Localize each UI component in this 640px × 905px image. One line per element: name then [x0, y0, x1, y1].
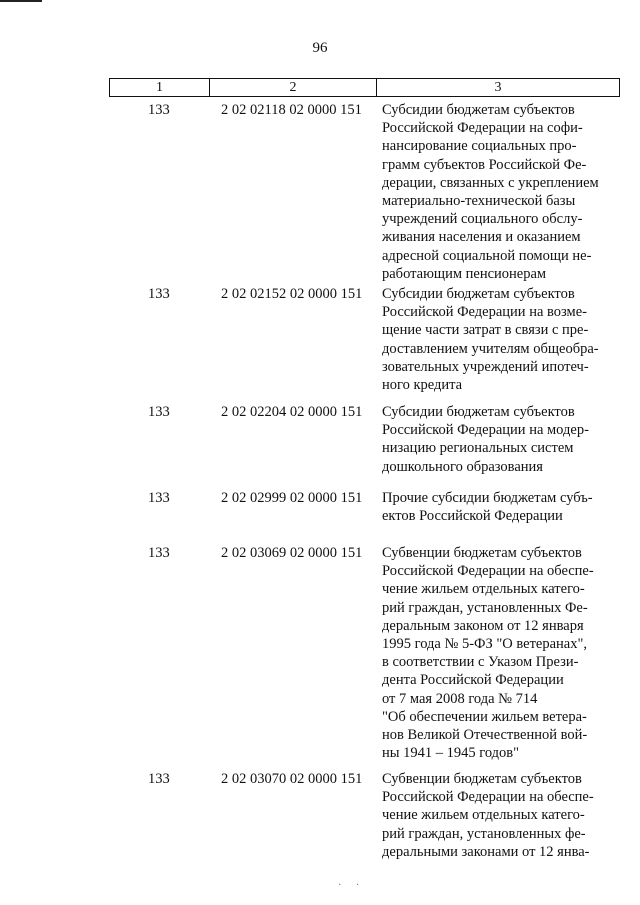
description-line: щение части затрат в связи с пре-: [382, 322, 589, 339]
description-line: ектов Российской Федерации: [382, 508, 563, 525]
description-line: Субсидии бюджетам субъектов: [382, 404, 575, 420]
admin-code: 133: [148, 490, 170, 506]
column-header-2: 2: [210, 79, 377, 96]
description-line: чение жильем отдельных катего-: [382, 807, 585, 824]
description-line: учреждений социального обслу-: [382, 211, 583, 228]
description-line: Российской Федерации на модер-: [382, 422, 589, 439]
description-line: нансирование социальных про-: [382, 138, 577, 155]
description-line: 1995 года № 5-ФЗ "О ветеранах",: [382, 636, 588, 653]
table-header: [109, 78, 620, 97]
description-line: Субсидии бюджетам субъектов: [382, 286, 575, 302]
description-line: Российской Федерации на обеспе-: [382, 789, 594, 806]
page-number: 96: [312, 40, 328, 56]
column-header-1: 1: [110, 79, 210, 96]
budget-code: 2 02 03070 02 0000 151: [221, 771, 363, 787]
description-line: Российской Федерации на обеспе-: [382, 563, 594, 580]
description-line: доставлением учителям общеобра-: [382, 340, 599, 357]
description-line: Прочие субсидии бюджетам субъ-: [382, 490, 593, 506]
description-line: деральными законами от 12 янва-: [382, 843, 590, 860]
description-line: рий граждан, установленных Фе-: [382, 599, 588, 616]
description: [382, 101, 617, 283]
budget-code: 2 02 02152 02 0000 151: [221, 286, 363, 302]
description-line: чение жильем отдельных катего-: [382, 581, 585, 598]
description-line: ного кредита: [382, 377, 463, 394]
description-line: Российской Федерации на софи-: [382, 120, 583, 137]
description-line: низацию региональных систем: [382, 440, 574, 457]
description-line: адресной социальной помощи не-: [382, 247, 592, 264]
admin-code: 133: [148, 102, 170, 118]
description-line: грамм субъектов Российской Фе-: [382, 156, 587, 173]
description-line: рий граждан, установленных фе-: [382, 825, 586, 842]
admin-code: 133: [148, 545, 170, 561]
top-rule: [0, 0, 42, 2]
description-line: ны 1941 – 1945 годов": [382, 745, 520, 762]
description-line: дошкольного образования: [382, 458, 543, 475]
admin-code: 133: [148, 404, 170, 420]
description-line: дерации, связанных с укреплением: [382, 174, 599, 191]
description-line: Субвенции бюджетам субъектов: [382, 771, 582, 787]
description: [382, 285, 617, 394]
description-line: от 7 мая 2008 года № 714: [382, 690, 538, 707]
description: [382, 544, 617, 762]
description-line: нов Великой Отечественной вой-: [382, 727, 588, 744]
description-line: зовательных учреждений ипотеч-: [382, 358, 589, 375]
description-line: деральным законом от 12 января: [382, 617, 584, 634]
description-line: в соответствии с Указом Прези-: [382, 654, 579, 671]
budget-code: 2 02 02118 02 0000 151: [221, 102, 362, 118]
description-line: работающим пенсионерам: [382, 265, 547, 282]
admin-code: 133: [148, 286, 170, 302]
description-line: Субсидии бюджетам субъектов: [382, 102, 575, 118]
description-line: Российской Федерации на возме-: [382, 304, 587, 321]
description-line: Субвенции бюджетам субъектов: [382, 545, 582, 561]
admin-code: 133: [148, 771, 170, 787]
description: [382, 489, 617, 525]
description: [382, 403, 617, 476]
scan-specks: · ·: [338, 880, 366, 891]
description-line: дента Российской Федерации: [382, 672, 564, 689]
column-header-3: 3: [494, 80, 502, 95]
description: [382, 770, 617, 861]
budget-code: 2 02 02999 02 0000 151: [221, 490, 363, 506]
budget-code: 2 02 02204 02 0000 151: [221, 404, 363, 420]
description-line: "Об обеспечении жильем ветера-: [382, 708, 587, 725]
budget-code: 2 02 03069 02 0000 151: [221, 545, 363, 561]
description-line: живания населения и оказанием: [382, 229, 581, 246]
description-line: материально-технической базы: [382, 193, 576, 210]
